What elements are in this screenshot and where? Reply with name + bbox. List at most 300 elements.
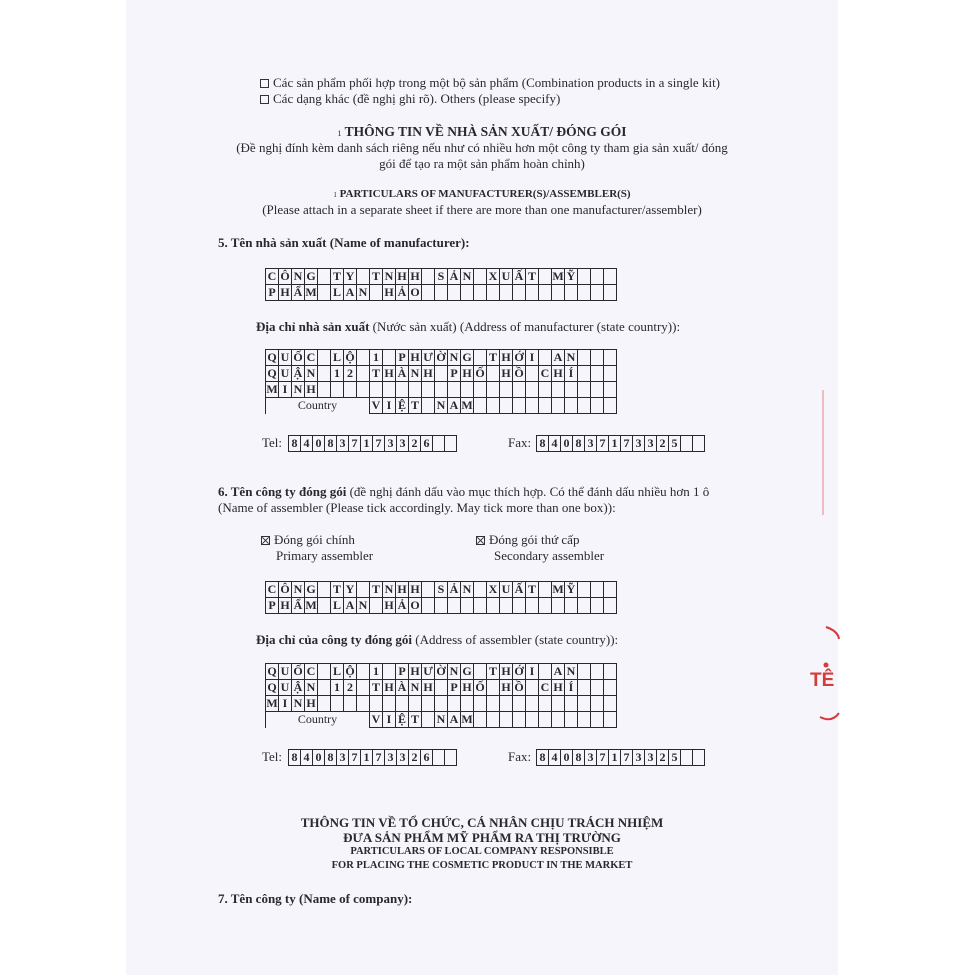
grid-cell: O bbox=[410, 598, 420, 612]
grid-cell bbox=[461, 598, 474, 614]
grid-cell: I bbox=[279, 696, 292, 712]
grid-cell bbox=[435, 598, 448, 614]
grid-cell bbox=[591, 680, 604, 696]
grid-cell bbox=[318, 582, 331, 598]
grid-cell bbox=[422, 598, 435, 614]
grid-cell bbox=[565, 712, 578, 728]
grid-row bbox=[266, 582, 617, 598]
grid-cell: 0 bbox=[313, 436, 325, 452]
grid-cell: 2 bbox=[409, 436, 421, 452]
grid-cell bbox=[318, 680, 331, 696]
grid-cell: I bbox=[526, 350, 539, 366]
grid-cell: N bbox=[292, 696, 305, 712]
grid-cell bbox=[422, 382, 435, 398]
grid-cell bbox=[526, 712, 539, 728]
grid-cell bbox=[461, 696, 474, 712]
grid-cell: P bbox=[396, 350, 409, 366]
grid-cell: G bbox=[306, 269, 316, 283]
grid-row bbox=[266, 398, 617, 414]
grid-cell: H bbox=[462, 366, 472, 380]
grid-cell bbox=[500, 285, 513, 301]
grid-cell: I bbox=[383, 398, 396, 414]
q6-label-line2: (Name of assembler (Please tick accordingly. May tick more than one box)): bbox=[218, 500, 616, 515]
grid-cell bbox=[474, 285, 487, 301]
grid-cell: C bbox=[539, 680, 552, 696]
grid-cell bbox=[500, 382, 513, 398]
grid-cell: Ờ bbox=[436, 664, 446, 678]
grid-cell bbox=[474, 350, 487, 366]
grid-cell: H bbox=[462, 680, 472, 694]
grid-row bbox=[266, 382, 617, 398]
grid-cell bbox=[552, 696, 565, 712]
grid-cell: Q bbox=[267, 350, 277, 364]
grid-cell bbox=[604, 398, 617, 414]
grid-cell: 1 bbox=[331, 680, 344, 696]
grid-cell bbox=[318, 285, 331, 301]
grid-cell: A bbox=[552, 664, 565, 680]
grid-cell bbox=[357, 680, 370, 696]
grid-cell bbox=[604, 382, 617, 398]
grid-cell: Q bbox=[267, 366, 277, 380]
grid-cell: 1 bbox=[370, 664, 383, 680]
grid-cell bbox=[344, 696, 357, 712]
grid-cell bbox=[578, 269, 591, 285]
grid-cell: T bbox=[331, 582, 344, 598]
grid-cell bbox=[604, 285, 617, 301]
grid-cell: Ẩ bbox=[292, 285, 305, 301]
grid-cell: L bbox=[331, 664, 344, 680]
grid-cell: X bbox=[487, 269, 500, 285]
grid-cell: 7 bbox=[373, 436, 385, 452]
grid-cell: M bbox=[266, 382, 278, 396]
q5-address-label: Địa chỉ nhà sản xuất (Nước sản xuất) (Address of manufacturer (state country)): bbox=[256, 319, 681, 334]
grid-cell: 3 bbox=[633, 436, 645, 452]
grid-cell bbox=[552, 285, 565, 301]
grid-cell bbox=[435, 680, 448, 696]
grid-cell: Ấ bbox=[513, 582, 526, 598]
grid-cell bbox=[552, 382, 565, 398]
grid-cell: T bbox=[370, 582, 383, 598]
grid-cell: À bbox=[396, 366, 409, 382]
grid-cell: N bbox=[409, 680, 422, 696]
q5-tel-label: Tel: bbox=[262, 435, 283, 450]
grid-cell: Ư bbox=[423, 664, 433, 678]
grid-cell: 8 bbox=[289, 750, 301, 766]
grid-cell: M bbox=[266, 696, 278, 710]
grid-cell bbox=[539, 382, 552, 398]
grid-row bbox=[266, 350, 617, 366]
q5-tel-grid bbox=[288, 435, 457, 452]
grid-cell: 1 bbox=[361, 436, 373, 452]
grid-cell: 6 bbox=[421, 436, 433, 452]
q6-tel-label: Tel: bbox=[262, 749, 283, 764]
grid-cell: N bbox=[292, 382, 305, 398]
grid-cell bbox=[693, 436, 705, 452]
grid-cell bbox=[435, 366, 448, 382]
grid-cell: U bbox=[279, 680, 292, 696]
grid-cell: 7 bbox=[621, 750, 633, 766]
grid-cell: N bbox=[565, 664, 578, 680]
grid-cell: N bbox=[357, 285, 370, 301]
grid-cell bbox=[445, 750, 457, 766]
grid-cell: T bbox=[487, 350, 500, 366]
country-label: Country bbox=[266, 712, 370, 728]
grid-cell: G bbox=[462, 664, 472, 678]
grid-cell: U bbox=[500, 582, 513, 598]
grid-cell: 3 bbox=[585, 436, 597, 452]
grid-cell: 8 bbox=[325, 750, 337, 766]
grid-cell bbox=[448, 382, 461, 398]
grid-cell bbox=[474, 398, 487, 414]
grid-cell: I bbox=[526, 664, 539, 680]
grid-cell: Ấ bbox=[513, 269, 526, 285]
grid-cell: T bbox=[370, 680, 383, 696]
q6-address-label: Địa chỉ của công ty đóng gói (Address of assembler (state country)): bbox=[256, 632, 619, 647]
grid-cell bbox=[681, 436, 693, 452]
country-label: Country bbox=[266, 398, 370, 414]
grid-cell: N bbox=[383, 269, 396, 285]
grid-cell bbox=[396, 382, 409, 398]
grid-cell: 3 bbox=[385, 750, 397, 766]
grid-cell bbox=[383, 382, 396, 398]
grid-row bbox=[537, 750, 705, 766]
grid-cell: Ả bbox=[396, 598, 409, 614]
grid-cell bbox=[500, 696, 513, 712]
grid-cell: 2 bbox=[657, 750, 669, 766]
grid-cell bbox=[474, 712, 487, 728]
grid-cell bbox=[565, 696, 578, 712]
q6-tel-grid bbox=[288, 749, 457, 766]
grid-cell: N bbox=[292, 269, 305, 285]
grid-cell bbox=[487, 398, 500, 414]
grid-cell bbox=[604, 582, 617, 598]
section-note-en: (Please attach in a separate sheet if there are more than one manufacturer/assembler) bbox=[262, 202, 702, 217]
checked-box-icon[interactable] bbox=[476, 536, 485, 545]
grid-cell: A bbox=[344, 598, 357, 614]
grid-cell: Ả bbox=[396, 285, 409, 301]
grid-cell bbox=[500, 398, 513, 414]
grid-cell: 6 bbox=[421, 750, 433, 766]
grid-cell bbox=[318, 696, 331, 712]
grid-cell bbox=[331, 382, 344, 398]
grid-cell: M bbox=[461, 712, 473, 726]
grid-cell: 2 bbox=[409, 750, 421, 766]
grid-cell bbox=[357, 269, 370, 285]
grid-cell bbox=[604, 696, 617, 712]
grid-cell: 8 bbox=[537, 436, 549, 452]
grid-cell: T bbox=[526, 582, 539, 598]
grid-cell: 3 bbox=[585, 750, 597, 766]
grid-cell bbox=[565, 285, 578, 301]
grid-cell: N bbox=[448, 664, 461, 680]
grid-cell bbox=[422, 712, 435, 728]
grid-cell bbox=[461, 285, 474, 301]
grid-cell: 5 bbox=[669, 436, 681, 452]
grid-cell bbox=[539, 664, 552, 680]
grid-cell: A bbox=[448, 398, 461, 414]
grid-cell bbox=[435, 382, 448, 398]
grid-cell: Y bbox=[344, 269, 357, 285]
checked-box-icon[interactable] bbox=[261, 536, 270, 545]
grid-cell: H bbox=[410, 664, 420, 678]
assembler-name-grid bbox=[265, 581, 617, 614]
grid-cell: N bbox=[357, 598, 370, 614]
primary-assembler-option[interactable]: Đóng gói chính bbox=[261, 532, 355, 548]
grid-cell: Ỹ bbox=[565, 582, 578, 598]
checkbox-icon[interactable] bbox=[260, 79, 269, 88]
grid-cell: 4 bbox=[301, 436, 313, 452]
grid-cell bbox=[526, 382, 539, 398]
grid-cell: 2 bbox=[344, 680, 357, 696]
grid-cell: Ớ bbox=[514, 350, 524, 364]
grid-cell bbox=[318, 382, 331, 398]
grid-cell: M bbox=[305, 285, 317, 299]
grid-cell bbox=[357, 582, 370, 598]
grid-cell: Ệ bbox=[396, 398, 409, 414]
grid-cell: Q bbox=[267, 680, 277, 694]
grid-cell: H bbox=[280, 285, 290, 299]
grid-cell: 8 bbox=[573, 750, 585, 766]
grid-cell bbox=[552, 598, 565, 614]
grid-cell bbox=[681, 750, 693, 766]
grid-cell: Ộ bbox=[345, 350, 355, 364]
grid-cell: U bbox=[279, 366, 292, 382]
assembler-address-grid bbox=[265, 663, 617, 728]
grid-cell: 5 bbox=[669, 750, 681, 766]
stamp-text: TÊ bbox=[810, 670, 835, 691]
grid-cell bbox=[487, 712, 500, 728]
grid-cell: M bbox=[305, 598, 317, 612]
grid-cell: I bbox=[279, 382, 292, 398]
grid-cell: Ả bbox=[448, 582, 461, 598]
grid-cell: 3 bbox=[633, 750, 645, 766]
secondary-assembler-option[interactable]: Đóng gói thứ cấp bbox=[476, 532, 579, 548]
grid-row bbox=[266, 366, 617, 382]
grid-cell bbox=[383, 696, 396, 712]
grid-row bbox=[266, 680, 617, 696]
grid-cell: Ố bbox=[475, 680, 485, 694]
grid-cell: N bbox=[435, 398, 448, 414]
grid-cell: Ồ bbox=[514, 366, 524, 380]
grid-cell bbox=[344, 382, 357, 398]
grid-cell bbox=[552, 398, 565, 414]
grid-cell: 3 bbox=[397, 750, 409, 766]
grid-cell bbox=[591, 269, 604, 285]
grid-cell bbox=[693, 750, 705, 766]
grid-cell bbox=[448, 285, 461, 301]
grid-cell bbox=[409, 382, 422, 398]
grid-cell: H bbox=[384, 366, 394, 380]
grid-cell bbox=[578, 382, 591, 398]
grid-cell bbox=[591, 696, 604, 712]
grid-cell: Ộ bbox=[345, 664, 355, 678]
grid-cell: Ô bbox=[280, 582, 290, 596]
grid-cell: Ô bbox=[280, 269, 290, 283]
grid-cell: 7 bbox=[349, 436, 361, 452]
grid-cell: H bbox=[280, 598, 290, 612]
grid-cell: T bbox=[331, 269, 344, 285]
grid-cell: Ố bbox=[293, 350, 303, 364]
grid-cell bbox=[357, 382, 370, 398]
grid-cell bbox=[474, 582, 487, 598]
grid-cell bbox=[487, 696, 500, 712]
grid-cell: N bbox=[305, 680, 318, 696]
grid-cell bbox=[422, 582, 435, 598]
grid-cell bbox=[422, 285, 435, 301]
grid-cell: N bbox=[383, 582, 396, 598]
grid-cell bbox=[591, 598, 604, 614]
grid-cell: U bbox=[500, 269, 513, 285]
grid-cell: H bbox=[501, 350, 511, 364]
grid-cell: C bbox=[305, 664, 318, 680]
grid-cell bbox=[474, 696, 487, 712]
grid-cell: G bbox=[306, 582, 316, 596]
grid-cell: C bbox=[539, 366, 552, 382]
grid-cell bbox=[357, 366, 370, 382]
grid-cell bbox=[526, 598, 539, 614]
grid-cell bbox=[604, 680, 617, 696]
grid-cell: 7 bbox=[597, 436, 609, 452]
grid-cell: H bbox=[384, 598, 394, 612]
grid-cell bbox=[526, 680, 539, 696]
grid-cell: H bbox=[397, 582, 407, 596]
grid-cell bbox=[578, 664, 591, 680]
grid-cell: 7 bbox=[373, 750, 385, 766]
grid-cell bbox=[604, 269, 617, 285]
grid-cell: Í bbox=[565, 680, 578, 696]
q7-label: 7. Tên công ty (Name of company): bbox=[218, 891, 413, 906]
grid-cell: V bbox=[370, 398, 383, 414]
grid-cell bbox=[604, 664, 617, 680]
grid-cell bbox=[318, 598, 331, 614]
grid-cell bbox=[578, 696, 591, 712]
grid-cell: V bbox=[370, 712, 383, 728]
form-page bbox=[126, 0, 838, 975]
grid-cell: Ậ bbox=[292, 680, 305, 696]
grid-cell bbox=[461, 382, 474, 398]
grid-cell: H bbox=[410, 350, 420, 364]
grid-cell: 2 bbox=[657, 436, 669, 452]
grid-cell: Q bbox=[267, 664, 277, 678]
grid-cell bbox=[565, 598, 578, 614]
grid-cell: 4 bbox=[301, 750, 313, 766]
grid-cell: N bbox=[448, 350, 461, 366]
grid-cell: P bbox=[448, 366, 461, 382]
grid-cell: 0 bbox=[313, 750, 325, 766]
grid-cell bbox=[370, 598, 383, 614]
grid-cell bbox=[435, 696, 448, 712]
grid-cell bbox=[578, 350, 591, 366]
grid-cell: S bbox=[435, 269, 448, 285]
grid-cell bbox=[578, 398, 591, 414]
grid-cell: Ố bbox=[475, 366, 485, 380]
red-stamp-fragment bbox=[812, 625, 840, 725]
section-title-en: 1 PARTICULARS OF MANUFACTURER(S)/ASSEMBLER(S) bbox=[333, 188, 631, 200]
grid-cell: A bbox=[344, 285, 357, 301]
grid-cell: Ả bbox=[448, 269, 461, 285]
q6-fax-label: Fax: bbox=[508, 749, 532, 764]
grid-cell: 3 bbox=[337, 436, 349, 452]
grid-cell: H bbox=[553, 366, 563, 380]
grid-cell bbox=[422, 696, 435, 712]
q5-fax-label: Fax: bbox=[508, 435, 532, 450]
grid-cell bbox=[591, 350, 604, 366]
grid-cell: H bbox=[306, 382, 316, 396]
grid-cell bbox=[526, 366, 539, 382]
grid-cell bbox=[539, 269, 552, 285]
grid-cell bbox=[500, 712, 513, 728]
grid-cell: H bbox=[410, 269, 420, 283]
grid-cell bbox=[435, 285, 448, 301]
grid-row bbox=[537, 436, 705, 452]
grid-cell: 7 bbox=[349, 750, 361, 766]
grid-cell: N bbox=[461, 582, 474, 598]
grid-cell bbox=[526, 696, 539, 712]
grid-cell: H bbox=[501, 366, 511, 380]
grid-cell bbox=[578, 598, 591, 614]
grid-cell: T bbox=[370, 269, 383, 285]
grid-cell bbox=[433, 436, 445, 452]
grid-cell: 1 bbox=[609, 750, 621, 766]
grid-cell bbox=[604, 598, 617, 614]
grid-cell: H bbox=[384, 285, 394, 299]
grid-cell bbox=[591, 285, 604, 301]
option-others: Các dạng khác (đề nghị ghi rõ). Others (please specify) bbox=[260, 91, 560, 107]
grid-cell: 2 bbox=[344, 366, 357, 382]
grid-cell bbox=[539, 398, 552, 414]
grid-cell: T bbox=[409, 712, 422, 728]
grid-cell bbox=[539, 712, 552, 728]
section-title-vi: 1 THÔNG TIN VỀ NHÀ SẢN XUẤT/ ĐÓNG GÓI bbox=[337, 124, 627, 139]
grid-cell bbox=[474, 382, 487, 398]
grid-cell bbox=[474, 664, 487, 680]
grid-cell: T bbox=[370, 366, 383, 382]
local-title-2: ĐƯA SẢN PHẨM MỸ PHẨM RA THỊ TRƯỜNG bbox=[343, 830, 621, 845]
grid-cell bbox=[487, 598, 500, 614]
grid-cell: Y bbox=[344, 582, 357, 598]
q5-fax-grid bbox=[536, 435, 705, 452]
grid-cell: 8 bbox=[289, 436, 301, 452]
grid-cell bbox=[513, 285, 526, 301]
grid-cell bbox=[318, 366, 331, 382]
grid-cell: L bbox=[331, 350, 344, 366]
grid-cell: A bbox=[448, 712, 461, 728]
grid-cell: 3 bbox=[645, 436, 657, 452]
grid-cell: H bbox=[306, 696, 316, 710]
grid-cell: 8 bbox=[537, 750, 549, 766]
grid-cell: H bbox=[423, 366, 433, 380]
grid-row bbox=[266, 285, 617, 301]
grid-cell bbox=[604, 712, 617, 728]
grid-cell: M bbox=[461, 398, 473, 412]
manufacturer-name-grid bbox=[265, 268, 617, 301]
grid-cell: P bbox=[266, 285, 279, 301]
section-note-vi-2: gói để tạo ra một sản phẩm hoàn chỉnh) bbox=[379, 156, 585, 171]
secondary-assembler-en: Secondary assembler bbox=[494, 548, 605, 563]
grid-cell bbox=[539, 350, 552, 366]
grid-cell: P bbox=[448, 680, 461, 696]
grid-cell: C bbox=[266, 269, 279, 285]
grid-cell: Ồ bbox=[514, 680, 524, 694]
grid-cell bbox=[370, 382, 383, 398]
manufacturer-address-grid bbox=[265, 349, 617, 414]
grid-cell bbox=[565, 382, 578, 398]
grid-cell: Í bbox=[565, 366, 578, 382]
grid-cell: 0 bbox=[561, 436, 573, 452]
grid-cell bbox=[383, 664, 396, 680]
checkbox-icon[interactable] bbox=[260, 95, 269, 104]
grid-cell: N bbox=[292, 582, 305, 598]
